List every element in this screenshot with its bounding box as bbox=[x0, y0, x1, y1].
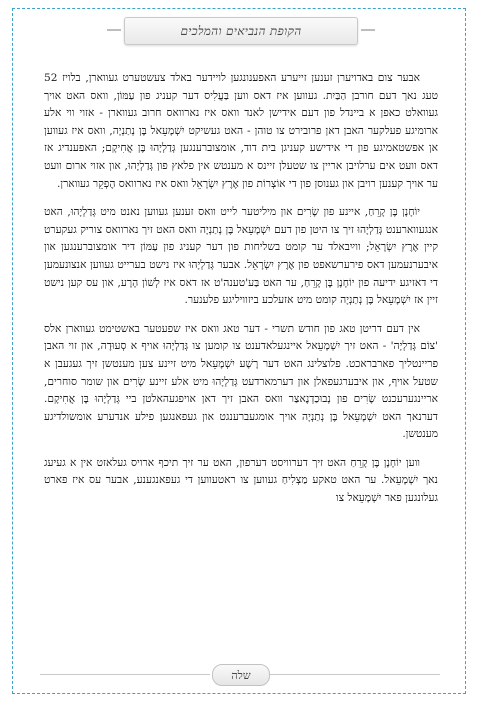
page-number: שלה bbox=[231, 668, 251, 682]
body-text bbox=[44, 70, 438, 519]
paragraph: אין דעם דריטן טאג פון חודש תשרי - דער טאג וואס איז שפעטער באשטימט געווארן אלס 'צוֹם גְּדַלְיָה' - האט זיך יִשְׁמָעֵאל איינגעלאדענט צו קומען צו גְּדַלְיָהוּ אויף א סְעוּדָה, און זוי האבן פריינטליך פארבראכט. פלוצלינג האט דער רָשָׁע יִשְׁמָעֵאל מיט זיינע צען מענטשן זיך געגעבן א שטעל אויף, און איבערגעפאלן און דערמארדעט גְּדַלְיָהוּ מיט אלע זיינע שָׂרִים און שומר סוחרים, אריינגערעכנט שָׂרִים פון נְבוּכַדְנֶאצַר וואס האבן זיך דאן אויפגעהאלטן ביי גְּדַלְיָהוּ בֶּן אֲחִיקָם. דערנאך האט יִשְׁמָעֵאל בֶּן נְתַנְיָה אויך אומגעברענגט און געפאנגען פילע אנדערע אומשולדיגע מענטשן. bbox=[44, 322, 438, 441]
paragraph: אבער צום באדויערן זענען זייערע האפענונגען לויידער באלד צעשטערט געווארן, בלויז 52 טעג נאך דעם חורבן הַבַּיִת. געווען איז דאס ווען בַּעֲלִיס דער קעניג פון עַמּוֹן, וואס האט אויך געוואלט כאפן א ביינדל פון דעם אידישן לאנד וואס איז נארוואס חרוב געווארן - אזוי ווי אלע ארומיגע פעלקער האבן דאן פרובירט צו טוהן - האט געשיקט יִשְׁמָעֵאל בֶּן נְתַנְיָה, וואס איז געווען אן אפשטאמיגע פון די אידישע קעניגן בית דוד, אומצוברענגען גְּדַלְיָהוּ בֶּן אֲחִיקָם; האפענדיג אז דאס וועט אים ערלויבן אריין צו שטעלן זיינס א מענטש אין פלאץ פון גְּדַלְיָהוּ, און אזוי ארום וועט ער אויך קענען רויבן און גענוסן פון די אוֹצְרוֹת פון אֶרֶץ יִשְׂרָאֵל וואס איז נארוואס הֶפְקֵר געווארן. bbox=[44, 72, 438, 190]
paragraph: ווען יוֹחָנָן בֶּן קָרֵחַ האט זיך דערוויסט דערפון, האט ער זיך תיכף ארויס געלאזט אין א געיעג נאך יִשְׁמָעֵאל. ער האט טאקע מַצְלִיחַ געווען צו ראטעווען די געפאנגענע, אבער עס איז פארט געלונגען פאר יִשְׁמָעֵאל צו bbox=[44, 456, 438, 505]
header-title: הקופת הנביאים והמלכים bbox=[180, 23, 302, 38]
paragraph: יוֹחָנָן בֶּן קָרֵחַ, איינע פון שָׂרִים און מיליטער לייט וואס זענען געווען נאנט מיט גְּדַלְיָהוּ, האט אנגעווארענט גְּדַלְיָהוּ זיך צו היטן פון דעם יִשְׁמָעֵאל בֶּן נְתַנְיָה וואס האט זיך נארוואס צוריק געקערט קיין אֶרֶץ יִשְׂרָאֵל; ווײַבאלד ער קומט בשליחות פון דער קעניג פון עַמּוֹן דיר אומצוברענגען און איבערנעמען דאס פירערשאפט פון אֶרֶץ יִשְׂרָאֵל. אבער גְּדַלְיָהוּ איז נישט בערייט געווען אנצונעמען די דאזיגע ידיעה פון יוֹחָנָן בֶּן קָרֵחַ, ער האט בַּע'טענה'ט אז דאס איז לְשׁוֹן הָרָע, און עס קען נישט זיין אז יִשְׁמָעֵאל בֶּן נְתַנְיָה קומט מיט אזעלכע ביזוויליגע פלענער. bbox=[44, 206, 438, 307]
footer-rule-left bbox=[40, 674, 210, 675]
footer-rule-right bbox=[270, 674, 440, 675]
page-number-badge bbox=[212, 664, 270, 686]
running-header bbox=[124, 17, 358, 45]
